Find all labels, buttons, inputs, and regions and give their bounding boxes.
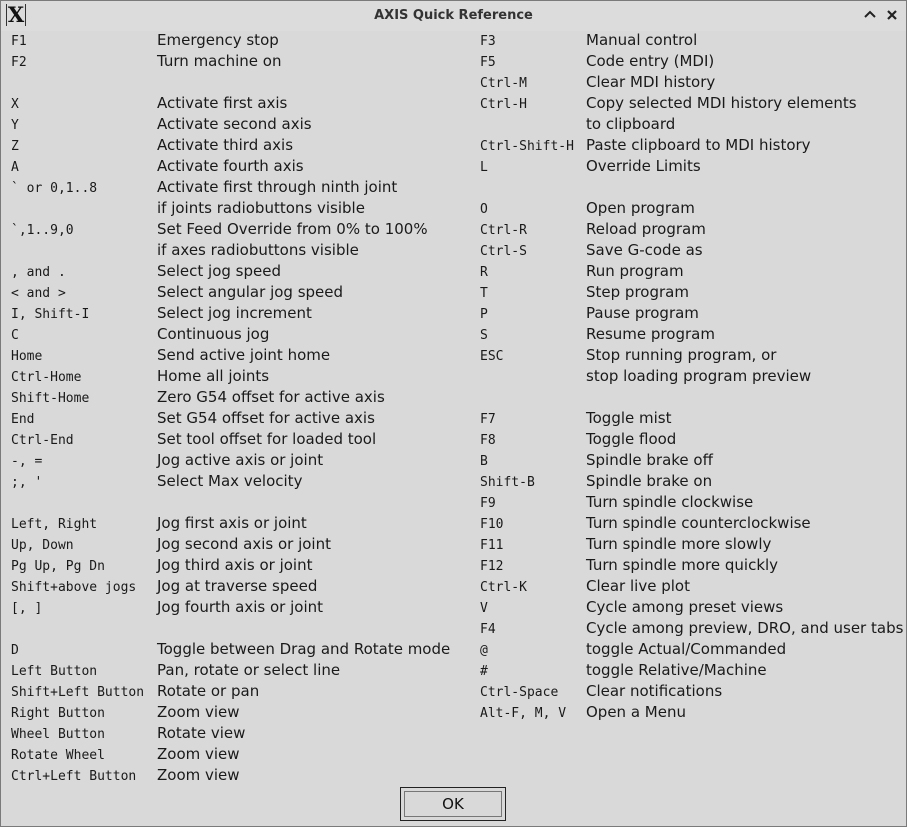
shortcut-key: Home [11, 349, 43, 364]
shortcut-description: Zoom view [157, 745, 240, 763]
shortcut-description: Set tool offset for loaded tool [157, 430, 377, 448]
shortcut-description: Open a Menu [586, 703, 686, 721]
shortcut-description: Jog second axis or joint [157, 535, 331, 553]
shortcut-key: F7 [480, 412, 496, 427]
shortcut-key: , and . [11, 265, 66, 280]
shortcut-key: ESC [480, 349, 504, 364]
shortcut-description: Stop running program, or [586, 346, 777, 364]
shortcut-description: Activate first through ninth joint [157, 178, 398, 196]
shortcut-description: toggle Actual/Commanded [586, 640, 787, 658]
shortcut-key: X [11, 97, 19, 112]
shortcut-key: Ctrl-Shift-H [480, 139, 574, 154]
shortcut-description: Set Feed Override from 0% to 100% [157, 220, 428, 238]
shortcut-key: Pg Up, Pg Dn [11, 559, 105, 574]
shortcut-description: if joints radiobuttons visible [157, 199, 365, 217]
shortcut-description: Save G-code as [586, 241, 703, 259]
ok-button[interactable]: OK [404, 791, 502, 817]
shortcut-key: T [480, 286, 488, 301]
shortcut-key: -, = [11, 454, 43, 469]
shortcut-key: F3 [480, 34, 496, 49]
shortcut-key: @ [480, 643, 488, 658]
close-button[interactable] [884, 7, 900, 25]
shortcut-description: if axes radiobuttons visible [157, 241, 359, 259]
shortcut-description: to clipboard [586, 115, 676, 133]
close-icon [886, 9, 898, 21]
shortcut-description: Jog at traverse speed [157, 577, 318, 595]
shortcut-key: Ctrl+Left Button [11, 769, 137, 784]
shortcut-description: Rotate view [157, 724, 246, 742]
shortcut-key: Left Button [11, 664, 98, 679]
shortcut-key: Ctrl-Space [480, 685, 559, 700]
shortcut-description: Open program [586, 199, 695, 217]
shortcut-key: # [480, 664, 488, 679]
shortcut-key: F5 [480, 55, 496, 70]
shortcut-description: Send active joint home [157, 346, 331, 364]
shortcut-key: Ctrl-End [11, 433, 74, 448]
shortcut-description: Activate fourth axis [157, 157, 304, 175]
shortcut-key: Y [11, 118, 19, 133]
ok-button-frame [400, 787, 506, 821]
shortcut-description: Select jog speed [157, 262, 281, 280]
shortcut-description: toggle Relative/Machine [586, 661, 767, 679]
title-bar[interactable] [1, 1, 906, 31]
chevron-up-icon [864, 9, 876, 19]
shortcut-key: End [11, 412, 35, 427]
shortcut-key: C [11, 328, 19, 343]
shortcut-key: Ctrl-M [480, 76, 527, 91]
shortcut-description: Step program [586, 283, 689, 301]
shortcut-key: F4 [480, 622, 496, 637]
shortcut-key: Z [11, 139, 19, 154]
shortcut-key: L [480, 160, 488, 175]
shortcut-key: F9 [480, 496, 496, 511]
shortcut-description: Toggle flood [586, 430, 677, 448]
shortcut-description: Manual control [586, 31, 698, 49]
shortcut-key: Ctrl-K [480, 580, 527, 595]
shortcut-description: Zoom view [157, 766, 240, 784]
shortcut-description: Toggle between Drag and Rotate mode [157, 640, 451, 658]
shortcut-key: Ctrl-S [480, 244, 527, 259]
shortcut-description: Home all joints [157, 367, 270, 385]
shortcut-description: Turn spindle more quickly [586, 556, 779, 574]
shortcut-key: Shift-Home [11, 391, 90, 406]
shortcut-key: Ctrl-R [480, 223, 527, 238]
shortcut-key: S [480, 328, 488, 343]
shortcut-key: O [480, 202, 488, 217]
shortcut-key: P [480, 307, 488, 322]
shortcut-description: Spindle brake on [586, 472, 713, 490]
shortcut-description: Continuous jog [157, 325, 270, 343]
shortcut-key: Wheel Button [11, 727, 105, 742]
shortcut-key: F11 [480, 538, 504, 553]
shortcut-description: Run program [586, 262, 684, 280]
shortcut-key: Shift+above jogs [11, 580, 137, 595]
shortcut-description: Jog fourth axis or joint [157, 598, 324, 616]
shortcut-key: I, Shift-I [11, 307, 90, 322]
shortcut-description: Emergency stop [157, 31, 279, 49]
shortcut-description: Turn spindle counterclockwise [586, 514, 811, 532]
shortcut-description: Spindle brake off [586, 451, 713, 469]
shortcut-key: Shift+Left Button [11, 685, 145, 700]
shortcut-description: Pause program [586, 304, 699, 322]
shortcut-key: F8 [480, 433, 496, 448]
shortcut-description: Clear MDI history [586, 73, 716, 91]
shortcut-description: Paste clipboard to MDI history [586, 136, 811, 154]
shortcut-description: Cycle among preset views [586, 598, 784, 616]
shortcut-description: Pan, rotate or select line [157, 661, 341, 679]
shortcut-key: F10 [480, 517, 504, 532]
shortcut-description: Jog active axis or joint [157, 451, 324, 469]
shortcut-description: Activate first axis [157, 94, 288, 112]
shortcut-key: Alt-F, M, V [480, 706, 567, 721]
shortcut-description: Code entry (MDI) [586, 52, 715, 70]
shortcut-key: D [11, 643, 19, 658]
shortcut-key: F2 [11, 55, 27, 70]
shortcut-description: Rotate or pan [157, 682, 260, 700]
shortcut-key: ;, ' [11, 475, 43, 490]
shortcut-description: Clear live plot [586, 577, 690, 595]
shortcut-key: F1 [11, 34, 27, 49]
window-title: AXIS Quick Reference [374, 8, 533, 23]
shortcut-key: Left, Right [11, 517, 98, 532]
shortcut-description: Resume program [586, 325, 715, 343]
shortcut-key: Ctrl-H [480, 97, 527, 112]
shortcut-description: Copy selected MDI history elements [586, 94, 857, 112]
shortcut-key: Shift-B [480, 475, 535, 490]
shortcut-description: Zero G54 offset for active axis [157, 388, 385, 406]
shortcut-description: Set G54 offset for active axis [157, 409, 375, 427]
shortcut-description: Clear notifications [586, 682, 723, 700]
shortcut-description: stop loading program preview [586, 367, 812, 385]
shortcut-description: Turn machine on [157, 52, 282, 70]
shortcut-description: Turn spindle clockwise [586, 493, 754, 511]
shortcut-description: Select jog increment [157, 304, 312, 322]
shortcut-key: Up, Down [11, 538, 74, 553]
shortcut-key: A [11, 160, 19, 175]
shortcut-description: Jog third axis or joint [157, 556, 313, 574]
shortcut-key: [, ] [11, 601, 43, 616]
shortcut-key: R [480, 265, 488, 280]
shortcut-description: Select angular jog speed [157, 283, 344, 301]
shortcut-description: Toggle mist [586, 409, 672, 427]
shortcut-key: Rotate Wheel [11, 748, 105, 763]
shortcut-key: Right Button [11, 706, 105, 721]
shortcut-description: Activate second axis [157, 115, 312, 133]
shortcut-description: Cycle among preview, DRO, and user tabs [586, 619, 904, 637]
shortcut-description: Reload program [586, 220, 706, 238]
shortcut-key: < and > [11, 286, 66, 301]
shortcut-key: `,1..9,0 [11, 223, 74, 238]
shortcut-description: Jog first axis or joint [157, 514, 307, 532]
shortcut-description: Zoom view [157, 703, 240, 721]
maximize-button[interactable] [862, 7, 878, 25]
shortcut-description: Turn spindle more slowly [586, 535, 772, 553]
shortcut-key: F12 [480, 559, 504, 574]
shortcut-key: ` or 0,1..8 [11, 181, 98, 196]
shortcut-description: Select Max velocity [157, 472, 303, 490]
shortcut-key: V [480, 601, 488, 616]
shortcut-key: Ctrl-Home [11, 370, 82, 385]
shortcut-description: Override Limits [586, 157, 701, 175]
x-logo-icon: X [7, 2, 25, 27]
shortcut-key: B [480, 454, 488, 469]
shortcut-description: Activate third axis [157, 136, 294, 154]
